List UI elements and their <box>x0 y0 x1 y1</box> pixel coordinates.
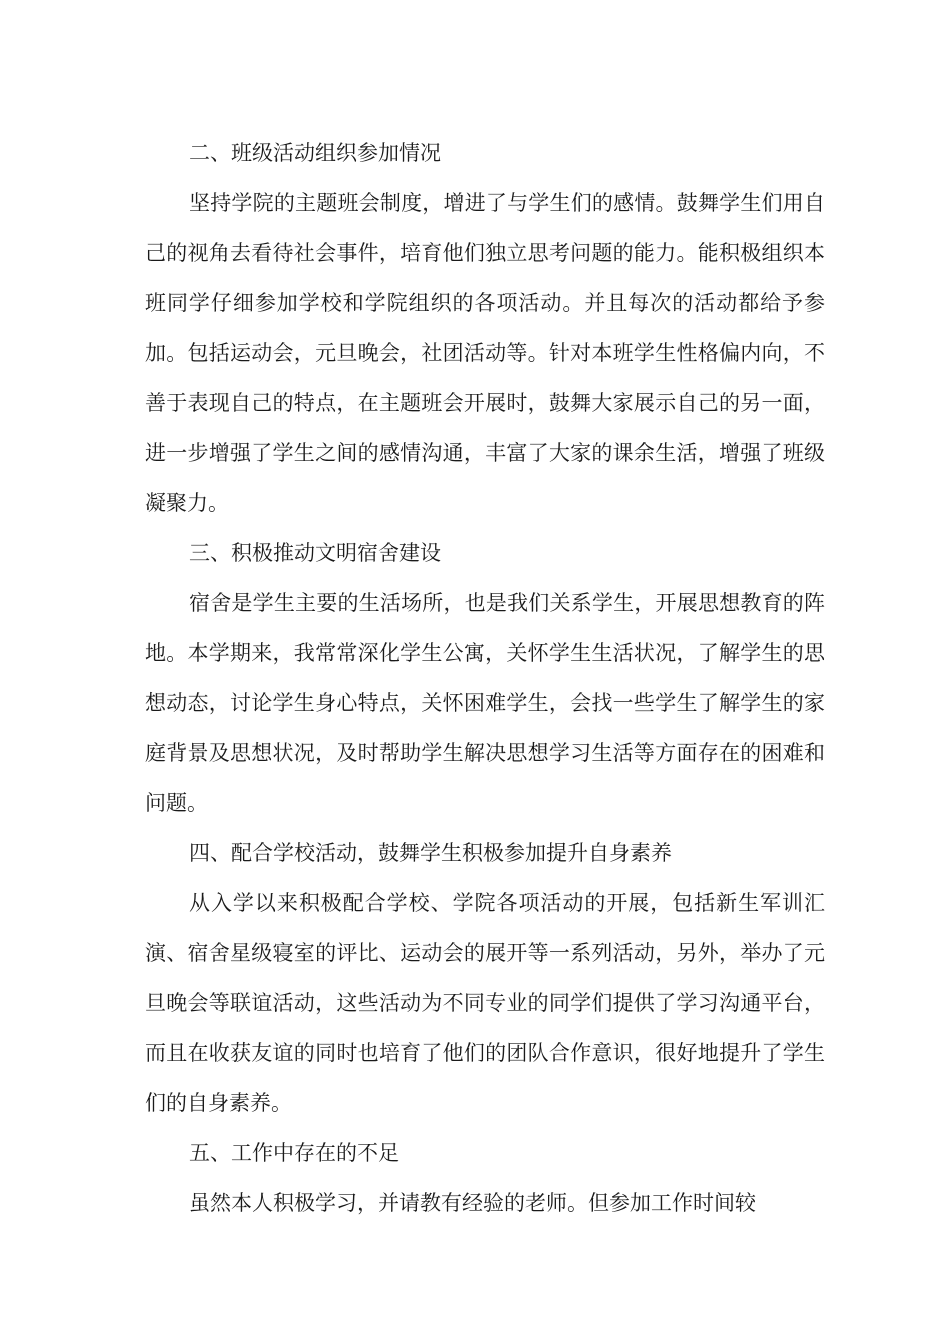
section-heading-2: 二、班级活动组织参加情况 <box>189 141 441 165</box>
section-body-5: 虽然本人积极学习，并请教有经验的老师。但参加工作时间较 <box>189 1191 756 1215</box>
section-body-4: 从入学以来积极配合学校、学院各项活动的开展，包括新生军训汇演、宿舍星级寝室的评比、运动会的展开等一系列活动，另外，举办了元旦晚会等联谊活动，这些活动为不同专业的同学们提供了学习沟通平台，而且在收获友谊的同时也培育了他们的团队合作意识，很好地提升了学生们的自身素养。 <box>145 891 825 1115</box>
section-body-3: 宿舍是学生主要的生活场所，也是我们关系学生，开展思想教育的阵地。本学期来，我常常深化学生公寓，关怀学生生活状况，了解学生的思想动态，讨论学生身心特点，关怀困难学生，会找一些学生了解学生的家庭背景及思想状况，及时帮助学生解决思想学习生活等方面存在的困难和问题。 <box>145 591 825 815</box>
section-heading-5: 五、工作中存在的不足 <box>189 1141 399 1165</box>
section-heading-4: 四、配合学校活动，鼓舞学生积极参加提升自身素养 <box>189 841 672 865</box>
section-heading-3: 三、积极推动文明宿舍建设 <box>189 541 441 565</box>
section-body-2: 坚持学院的主题班会制度，增进了与学生们的感情。鼓舞学生们用自己的视角去看待社会事件，培育他们独立思考问题的能力。能积极组织本班同学仔细参加学校和学院组织的各项活动。并且每次的活动都给予参加。包括运动会，元旦晚会，社团活动等。针对本班学生性格偏内向，不善于表现自己的特点，在主题班会开展时，鼓舞大家展示自己的另一面，进一步增强了学生之间的感情沟通，丰富了大家的课余生活，增强了班级凝聚力。 <box>145 191 825 515</box>
document-page <box>145 128 825 1228</box>
